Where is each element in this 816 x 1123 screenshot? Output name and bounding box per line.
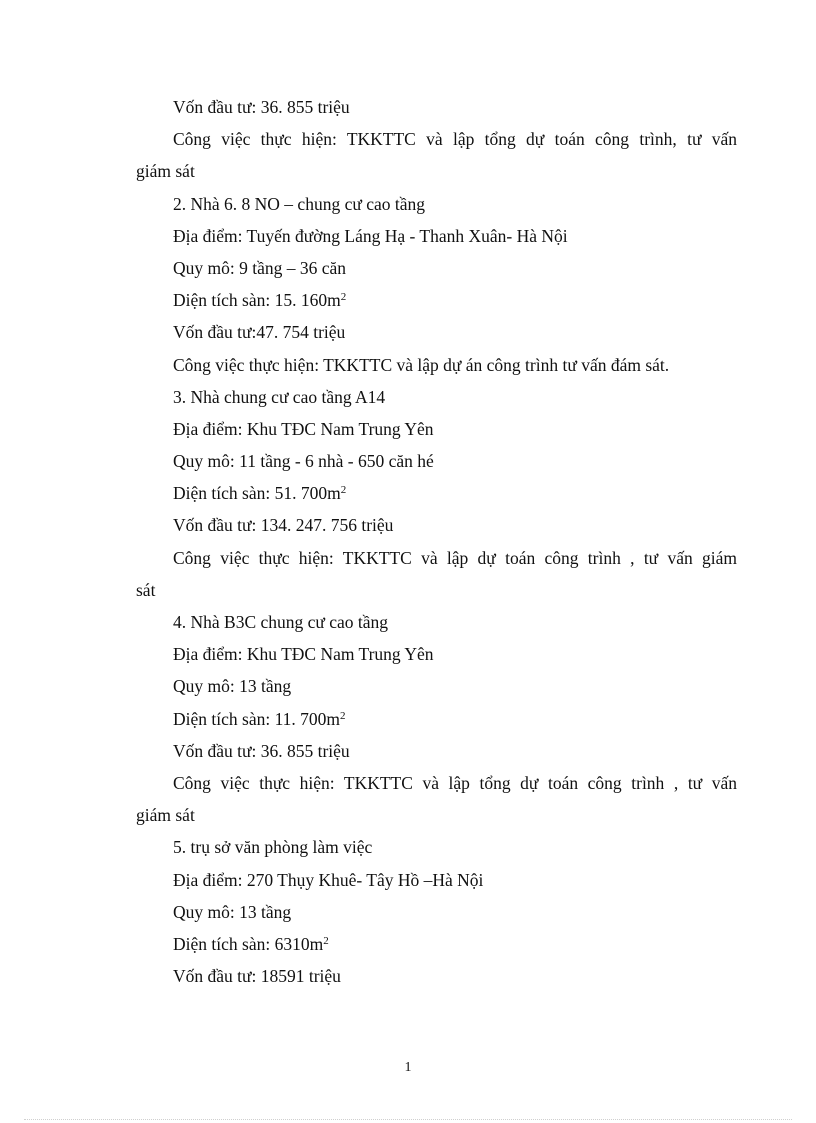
section-heading: 3. Nhà chung cư cao tầng A14 [173,386,386,407]
text-line: giám sát [136,805,195,826]
text-line: Công việc thực hiện: TKKTTC và lập dự toán công trình , tư vấn giám [173,547,737,568]
text-line: sát [136,579,156,600]
text-line: Địa điểm: Khu TĐC Nam Trung Yên [173,418,434,439]
text-line: Diện tích sàn: 51. $700m^2$ [173,483,347,504]
text-line: Vốn đầu tư: 36. 855 triệu [173,97,350,117]
text-line: Địa điểm: 270 Thụy Khuê- Tây Hồ –Hà Nội [173,869,484,890]
section-heading: 2. Nhà 6. 8 NO – chung cư cao tầng [173,193,425,214]
text-line: giám sát [136,161,195,182]
text-line: Công việc thực hiện: TKKTTC và lập tổng dự toán công trình, tư vấn [173,129,737,150]
text-line: Vốn đầu tư: 18591 triệu [173,966,341,987]
text-line: Quy mô: 13 tầng [173,676,292,697]
text-line: Quy mô: 13 tầng [173,901,292,922]
text-line: Diện tích sàn: 15. $160m^2$ [173,290,347,311]
text-line: Diện tích sàn: $6310m^2$ [173,933,329,954]
text-line: Vốn đầu tư:47. 754 triệu [173,322,346,343]
page-number: 1 [404,1060,412,1075]
text-line: Vốn đầu tư: 134. 247. 756 triệu [173,515,394,536]
text-line: Công việc thực hiện: TKKTTC và lập dự án công trình tư vấn đám sát. [173,354,670,375]
document-body [136,91,737,992]
text-line: Vốn đầu tư: 36. 855 triệu [173,740,350,761]
section-heading: 4. Nhà B3C chung cư cao tầng [173,612,389,633]
text-line: Quy mô: 11 tầng - 6 nhà - 650 căn hé [173,451,434,472]
text-line: Công việc thực hiện: TKKTTC và lập tổng dự toán công trình , tư vấn [173,772,737,793]
page-bottom-divider [24,1119,792,1120]
text-line: Địa điểm: Tuyến đường Láng Hạ - Thanh Xuân- Hà Nội [173,225,568,246]
text-line: Địa điểm: Khu TĐC Nam Trung Yên [173,644,434,665]
text-line: Diện tích sàn: 11. $700m^2$ [173,708,346,729]
section-heading: 5. trụ sở văn phòng làm việc [173,837,373,858]
text-line: Quy mô: 9 tầng – 36 căn [173,257,347,278]
